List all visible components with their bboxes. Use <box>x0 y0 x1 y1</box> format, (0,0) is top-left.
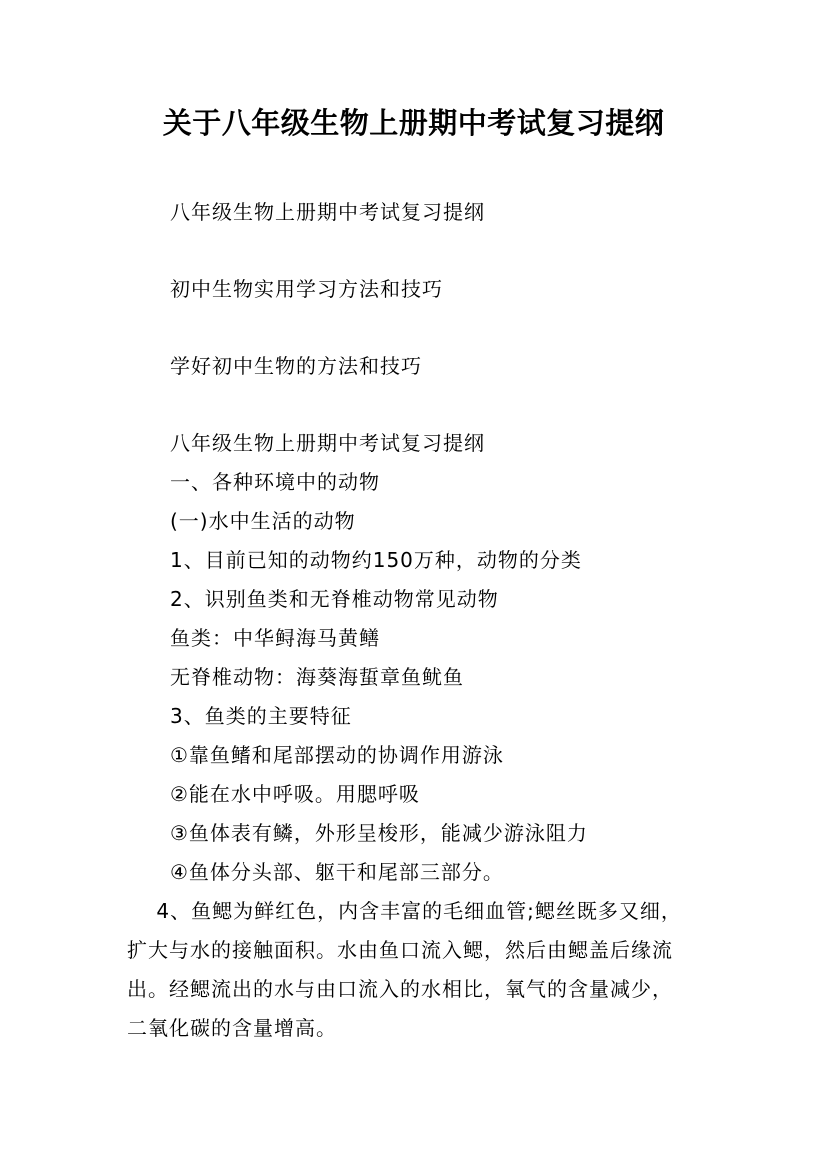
intro-line: 学好初中生物的方法和技巧 <box>170 354 422 378</box>
outline-section: 一、各种环境中的动物 <box>170 470 380 494</box>
outline-subsection: (一)水中生活的动物 <box>170 509 356 533</box>
outline-item: ①靠鱼鳍和尾部摆动的协调作用游泳 <box>170 743 504 767</box>
outline-item: ④鱼体分头部、躯干和尾部三部分。 <box>170 860 504 884</box>
body-paragraph <box>127 897 717 1053</box>
outline-item: 2、识别鱼类和无脊椎动物常见动物 <box>170 587 499 611</box>
intro-line: 八年级生物上册期中考试复习提纲 <box>170 200 485 224</box>
outline-item: 1、目前已知的动物约150万种，动物的分类 <box>170 548 582 572</box>
paragraph-line: 出。经鳃流出的水与由口流入的水相比，氧气的含量减少， <box>127 977 673 1001</box>
outline-heading: 八年级生物上册期中考试复习提纲 <box>170 431 485 455</box>
paragraph-line: 扩大与水的接触面积。水由鱼口流入鳃，然后由鳃盖后缘流 <box>127 938 673 962</box>
outline-item: 无脊椎动物：海葵海蜇章鱼鱿鱼 <box>170 665 464 689</box>
paragraph-line: 4、鱼鳃为鲜红色，内含丰富的毛细血管;鳃丝既多又细， <box>127 899 682 923</box>
outline-list <box>170 429 588 897</box>
outline-item: ③鱼体表有鳞，外形呈梭形，能减少游泳阻力 <box>170 821 588 845</box>
outline-item: 鱼类：中华鲟海马黄鳝 <box>170 626 380 650</box>
outline-item: 3、鱼类的主要特征 <box>170 704 352 728</box>
document-title: 关于八年级生物上册期中考试复习提纲 <box>162 106 665 140</box>
paragraph-line: 二氧化碳的含量增高。 <box>127 1016 337 1040</box>
intro-line: 初中生物实用学习方法和技巧 <box>170 277 443 301</box>
outline-item: ②能在水中呼吸。用腮呼吸 <box>170 782 420 806</box>
